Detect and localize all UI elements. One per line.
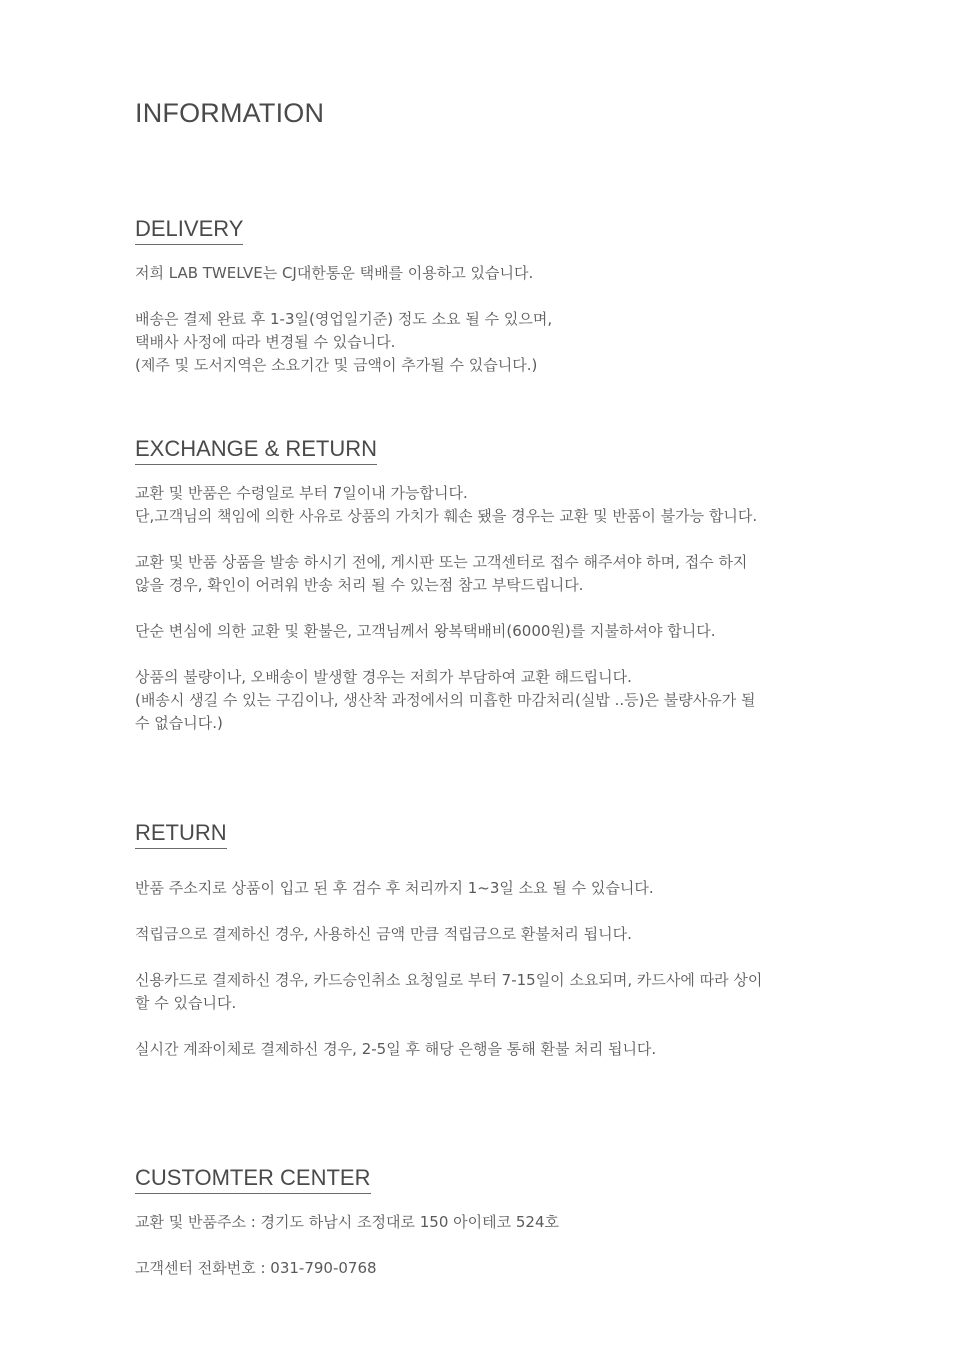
text-line: 신용카드로 결제하신 경우, 카드승인취소 요청일로 부터 7-15일이 소요되며, 카드사에 따라 상이 [135, 971, 763, 989]
text-line: 반품 주소지로 상품이 입고 된 후 검수 후 처리까지 1~3일 소요 될 수 있습니다. [135, 879, 654, 897]
return-credit-card-paragraph [135, 969, 855, 1015]
exchange-shipping-fee-paragraph [135, 620, 855, 643]
text-line: 않을 경우, 확인이 어려워 반송 처리 될 수 있는점 참고 부탁드립니다. [135, 576, 584, 594]
delivery-carrier-paragraph [135, 262, 855, 285]
exchange-return-section [135, 436, 855, 735]
return-points-paragraph [135, 923, 855, 946]
return-heading: RETURN [135, 820, 227, 849]
text-line: (제주 및 도서지역은 소요기간 및 금액이 추가될 수 있습니다.) [135, 356, 538, 374]
return-address-paragraph [135, 1211, 855, 1234]
delivery-heading: DELIVERY [135, 216, 243, 245]
text-line: 고객센터 전화번호 : 031-790-0768 [135, 1259, 377, 1277]
delivery-schedule-paragraph [135, 308, 855, 377]
text-line: 교환 및 반품 상품을 발송 하시기 전에, 게시판 또는 고객센터로 접수 해주셔야 하며, 접수 하지 [135, 553, 748, 571]
delivery-section [135, 216, 855, 377]
text-line: 실시간 계좌이체로 결제하신 경우, 2-5일 후 해당 은행을 통해 환불 처리 됩니다. [135, 1040, 657, 1058]
page-title: INFORMATION [135, 98, 325, 128]
text-line: 상품의 불량이나, 오배송이 발생할 경우는 저희가 부담하여 교환 해드립니다. [135, 668, 632, 686]
text-line: 적립금으로 결제하신 경우, 사용하신 금액 만큼 적립금으로 환불처리 됩니다. [135, 925, 632, 943]
text-line: 교환 및 반품은 수령일로 부터 7일이내 가능합니다. [135, 484, 468, 502]
phone-number-paragraph [135, 1257, 855, 1280]
text-line: 교환 및 반품주소 : 경기도 하남시 조정대로 150 아이테코 524호 [135, 1213, 560, 1231]
text-line: 단,고객님의 책임에 의한 사유로 상품의 가치가 훼손 됐을 경우는 교환 및 반품이 불가능 합니다. [135, 507, 758, 525]
exchange-return-heading: EXCHANGE & RETURN [135, 436, 377, 465]
exchange-procedure-paragraph [135, 551, 855, 597]
customer-center-heading: CUSTOMTER CENTER [135, 1165, 371, 1194]
text-line: 단순 변심에 의한 교환 및 환불은, 고객님께서 왕복택배비(6000원)를 지불하셔야 합니다. [135, 622, 716, 640]
text-line: 택배사 사정에 따라 변경될 수 있습니다. [135, 333, 396, 351]
text-line: (배송시 생길 수 있는 구김이나, 생산착 과정에서의 미흡한 마감처리(실밥 ..등)은 불량사유가 될 [135, 691, 756, 709]
return-processing-paragraph [135, 877, 855, 900]
customer-center-section [135, 1165, 855, 1280]
text-line: 수 없습니다.) [135, 714, 223, 732]
text-line: 배송은 결제 완료 후 1-3일(영업일기준) 정도 소요 될 수 있으며, [135, 310, 553, 328]
text-line: 할 수 있습니다. [135, 994, 237, 1012]
exchange-defect-paragraph [135, 666, 855, 735]
text-line: 저희 LAB TWELVE는 CJ대한통운 택배를 이용하고 있습니다. [135, 264, 534, 282]
exchange-period-paragraph [135, 482, 855, 528]
return-bank-transfer-paragraph [135, 1038, 855, 1061]
return-section [135, 820, 855, 1061]
